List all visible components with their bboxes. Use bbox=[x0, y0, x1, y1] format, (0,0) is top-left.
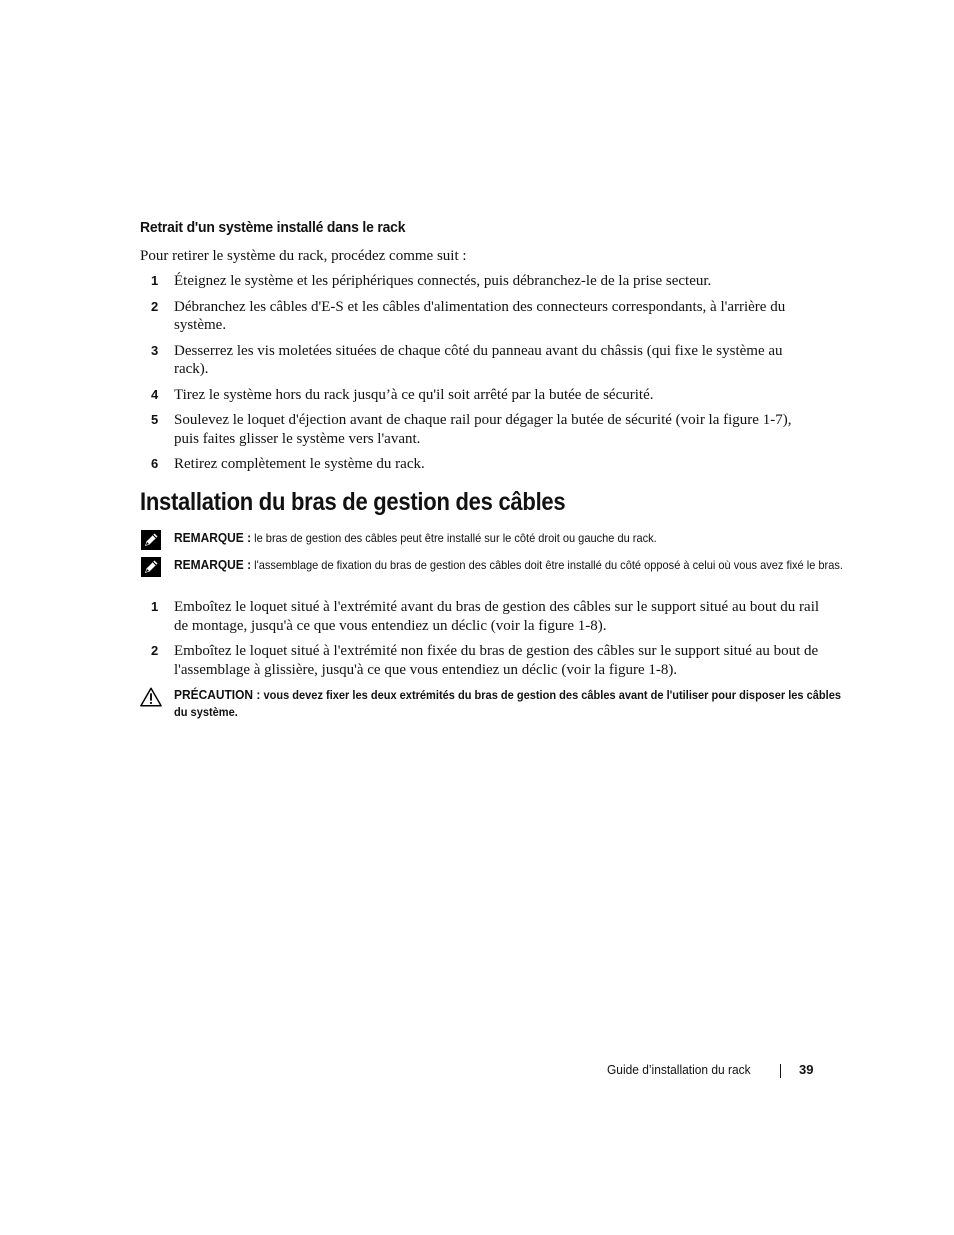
pencil-note-icon bbox=[140, 529, 162, 551]
step-number: 1 bbox=[151, 273, 159, 288]
list-item bbox=[140, 342, 820, 379]
list-item bbox=[140, 455, 820, 474]
caution-text bbox=[174, 686, 846, 721]
note-callout bbox=[140, 529, 815, 547]
step-text: Desserrez les vis moletées situées de chaque côté du panneau avant du châssis (qui fixe le système au rack). bbox=[174, 342, 783, 377]
install-steps-list bbox=[140, 598, 820, 686]
step-number: 2 bbox=[151, 643, 159, 658]
step-text: Éteignez le système et les périphériques connectés, puis débranchez-le de la prise secteur. bbox=[174, 273, 712, 289]
step-text: Débranchez les câbles d'E-S et les câbles d'alimentation des connecteurs correspondants, à l'arrière du système. bbox=[174, 298, 786, 333]
list-item bbox=[140, 272, 820, 291]
step-text: Retirez complètement le système du rack. bbox=[174, 456, 425, 472]
step-number: 3 bbox=[151, 342, 159, 358]
page-number: 39 bbox=[799, 1062, 814, 1077]
warning-triangle-icon bbox=[140, 686, 162, 708]
step-text: Emboîtez le loquet situé à l'extrémité non fixée du bras de gestion des câbles sur le support situé au bout de l'assemblage à glissière, jusqu'à ce que vous entendiez un déclic (voir la figure 1-8). bbox=[174, 643, 819, 678]
step-text: Soulevez le loquet d'éjection avant de chaque rail pour dégager la butée de sécurité (voir la figure 1-7), puis faites glisser le système vers l'avant. bbox=[174, 412, 792, 447]
caution-body: vous devez fixer les deux extrémités du bras de gestion des câbles avant de l'utiliser pour disposer les câbles du système. bbox=[174, 688, 841, 719]
section-subheading: Retrait d'un système installé dans le rack bbox=[140, 219, 406, 236]
caution-callout bbox=[140, 686, 841, 721]
pencil-note-icon bbox=[140, 556, 162, 578]
list-item bbox=[140, 598, 820, 635]
note-body: le bras de gestion des câbles peut être installé sur le côté droit ou gauche du rack. bbox=[251, 531, 657, 545]
intro-paragraph: Pour retirer le système du rack, procédez comme suit : bbox=[140, 248, 467, 264]
step-number: 6 bbox=[151, 456, 159, 471]
footer-divider bbox=[780, 1064, 781, 1078]
list-item bbox=[140, 411, 820, 448]
note-text bbox=[174, 556, 846, 574]
caution-label: PRÉCAUTION : bbox=[174, 687, 261, 702]
note-label: REMARQUE : bbox=[174, 530, 252, 545]
note-label: REMARQUE : bbox=[174, 557, 252, 572]
step-number: 5 bbox=[151, 412, 159, 427]
note-callout bbox=[140, 556, 843, 574]
step-number: 1 bbox=[151, 599, 159, 614]
step-number: 2 bbox=[151, 298, 159, 314]
note-text bbox=[174, 529, 846, 547]
step-number: 4 bbox=[151, 386, 159, 402]
footer-title: Guide d’installation du rack bbox=[607, 1062, 751, 1077]
removal-steps-list bbox=[140, 272, 820, 481]
note-body: l'assemblage de fixation du bras de gestion des câbles doit être installé du côté opposé à celui où vous avez fixé le bras. bbox=[251, 558, 843, 572]
list-item bbox=[140, 642, 820, 679]
step-text: Tirez le système hors du rack jusqu’à ce qu'il soit arrêté par la butée de sécurité. bbox=[174, 386, 654, 403]
step-text: Emboîtez le loquet situé à l'extrémité avant du bras de gestion des câbles sur le support situé au bout du rail de montage, jusqu'à ce que vous entendiez un déclic (voir la figure 1-8). bbox=[174, 599, 820, 634]
list-item bbox=[140, 298, 820, 335]
list-item bbox=[140, 386, 820, 405]
page-heading: Installation du bras de gestion des câbles bbox=[140, 488, 566, 516]
